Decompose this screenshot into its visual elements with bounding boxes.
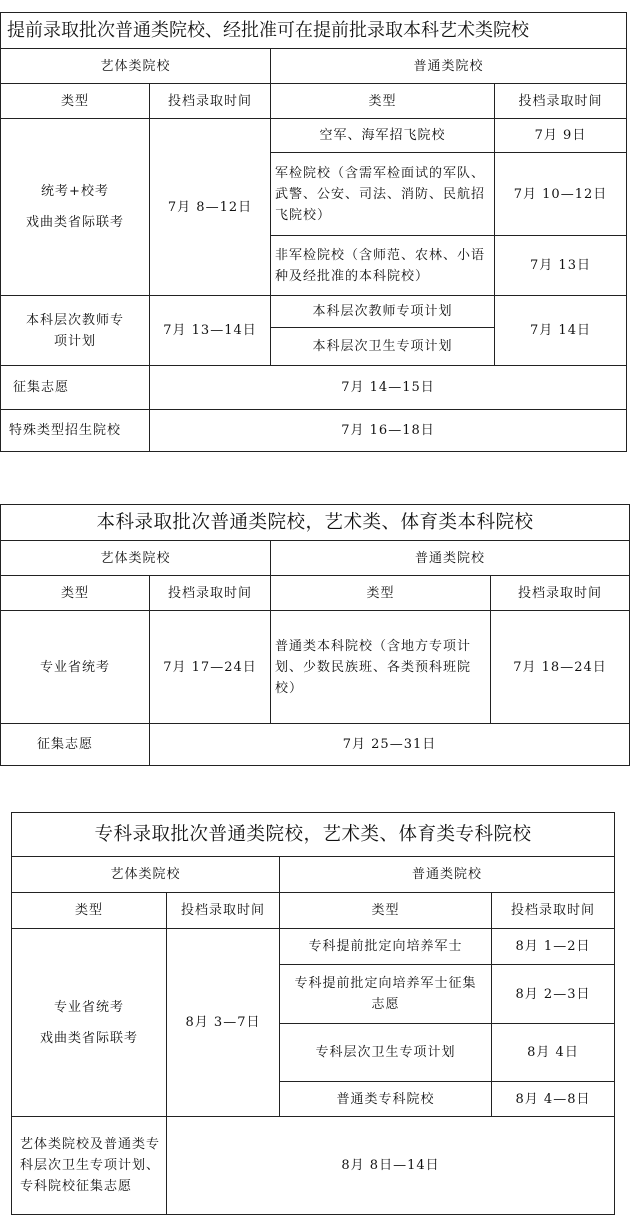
zhengji-time: 8月 8日—14日 (167, 1117, 615, 1215)
column-header-type: 类型 (1, 576, 150, 611)
general-time-cell: 7月 18—24日 (491, 611, 630, 724)
column-header-type: 类型 (271, 84, 495, 119)
zhengji-time: 7月 14—15日 (150, 366, 627, 410)
column-header-type: 类型 (280, 893, 492, 929)
group-header-general: 普通类院校 (280, 857, 615, 893)
table-title: 提前录取批次普通类院校、经批准可在提前批录取本科艺术类院校 (1, 13, 627, 49)
general-time-cell: 7月 10—12日 (495, 153, 627, 236)
general-time-cell: 8月 4—8日 (492, 1082, 615, 1117)
art-type-line: 统考+校考 (41, 184, 109, 199)
art-type-line: 戏曲类省际联考 (25, 215, 124, 230)
general-type-cell: 专科层次卫生专项计划 (280, 1024, 492, 1082)
general-type-cell: 本科层次教师专项计划 (271, 296, 495, 328)
group-header-art: 艺体类院校 (1, 49, 271, 84)
general-time-cell: 8月 1—2日 (492, 929, 615, 965)
art-type-cell (1, 119, 150, 296)
column-header-type: 类型 (271, 576, 491, 611)
undergraduate-admission-table (0, 504, 630, 766)
general-time-cell: 7月 13日 (495, 236, 627, 296)
column-header-type: 类型 (12, 893, 167, 929)
table-title: 专科录取批次普通类院校，艺术类、体育类专科院校 (12, 813, 615, 857)
general-time-cell: 8月 2—3日 (492, 965, 615, 1024)
group-header-general: 普通类院校 (271, 49, 627, 84)
general-type-cell: 普通类专科院校 (280, 1082, 492, 1117)
general-type-cell: 非军检院校（含师范、农林、小语种及经批准的本科院校） (271, 236, 495, 296)
general-time-cell: 8月 4日 (492, 1024, 615, 1082)
art-time-cell: 7月 8—12日 (150, 119, 271, 296)
vocational-admission-table (11, 812, 615, 1215)
general-time-cell: 7月 14日 (495, 296, 627, 366)
column-header-time: 投档录取时间 (491, 576, 630, 611)
general-type-cell: 本科层次卫生专项计划 (271, 328, 495, 366)
art-type-cell: 本科层次教师专项计划 (1, 296, 150, 366)
column-header-time: 投档录取时间 (150, 84, 271, 119)
zhengji-time: 7月 25—31日 (150, 724, 630, 766)
art-type-cell: 专业省统考 (1, 611, 150, 724)
general-type-cell: 普通类本科院校（含地方专项计划、少数民族班、各类预科班院校） (271, 611, 491, 724)
group-header-general: 普通类院校 (271, 541, 630, 576)
table-title: 本科录取批次普通类院校，艺术类、体育类本科院校 (1, 505, 630, 541)
art-time-cell: 7月 17—24日 (150, 611, 271, 724)
column-header-time: 投档录取时间 (492, 893, 615, 929)
column-header-time: 投档录取时间 (495, 84, 627, 119)
art-time-cell: 8月 3—7日 (167, 929, 280, 1117)
art-time-cell: 7月 13—14日 (150, 296, 271, 366)
general-type-cell: 专科提前批定向培养军士 (280, 929, 492, 965)
special-time: 7月 16—18日 (150, 410, 627, 452)
general-type-cell: 专科提前批定向培养军士征集志愿 (280, 965, 492, 1024)
art-type-line: 戏曲类省际联考 (39, 1030, 138, 1046)
group-header-art: 艺体类院校 (12, 857, 280, 893)
group-header-art: 艺体类院校 (1, 541, 271, 576)
special-label: 特殊类型招生院校 (1, 410, 150, 452)
zhengji-label: 艺体类院校及普通类专科层次卫生专项计划、专科院校征集志愿 (12, 1117, 167, 1215)
column-header-time: 投档录取时间 (150, 576, 271, 611)
general-type-cell: 空军、海军招飞院校 (271, 119, 495, 153)
zhengji-label: 征集志愿 (1, 366, 150, 410)
early-admission-table (0, 12, 627, 452)
column-header-time: 投档录取时间 (167, 893, 280, 929)
general-time-cell: 7月 9日 (495, 119, 627, 153)
zhengji-label: 征集志愿 (1, 724, 150, 766)
general-type-cell: 军检院校（含需军检面试的军队、武警、公安、司法、消防、民航招飞院校） (271, 153, 495, 236)
art-type-line: 专业省统考 (53, 999, 124, 1015)
art-type-cell (12, 929, 167, 1117)
column-header-type: 类型 (1, 84, 150, 119)
